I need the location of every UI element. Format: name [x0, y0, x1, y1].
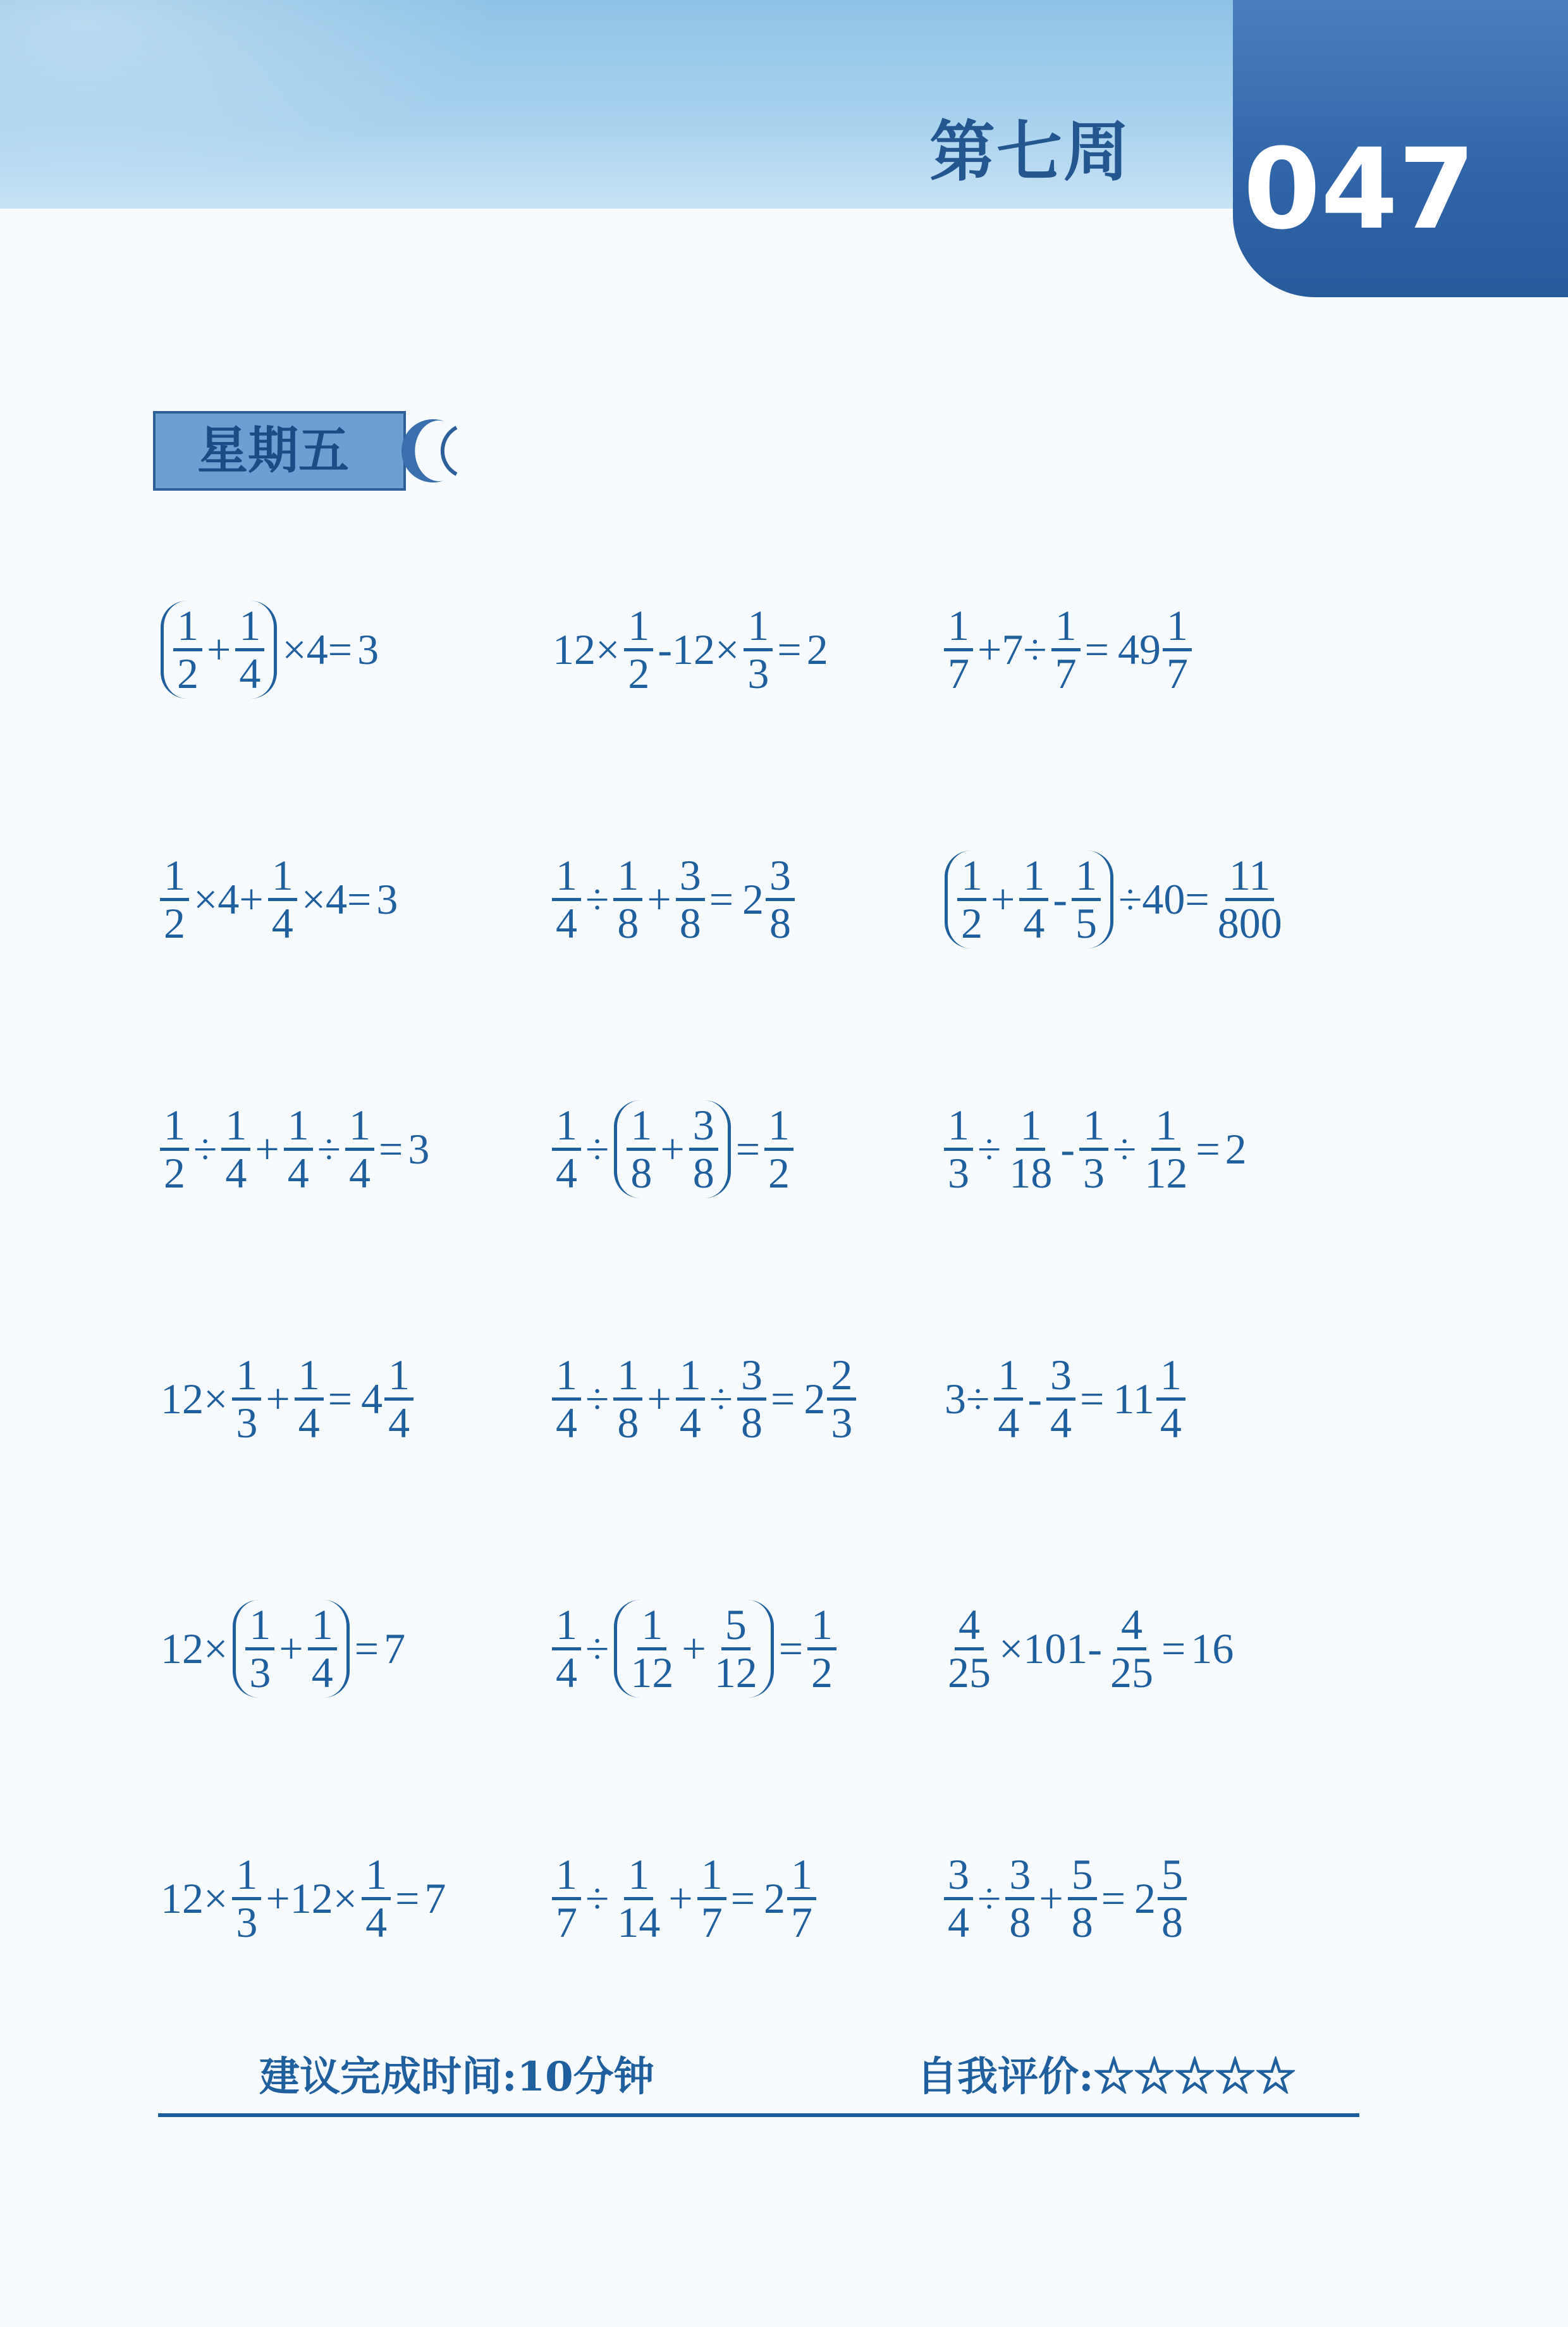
mixed-number: [757, 1852, 818, 1946]
whole-part: 11: [1113, 1375, 1155, 1423]
fraction: [1163, 603, 1192, 697]
denominator: 25: [948, 1649, 991, 1697]
numerator: 1: [613, 1353, 642, 1401]
numerator: 1: [1163, 603, 1192, 651]
numerator: 1: [1156, 1353, 1185, 1401]
denominator: 8: [1161, 1898, 1184, 1946]
operator-text: 3÷: [945, 1375, 990, 1423]
numerator: 2: [827, 1353, 856, 1401]
denominator: 7: [1167, 649, 1189, 697]
denominator: 3: [948, 1149, 969, 1197]
numerator: 3: [944, 1852, 973, 1900]
denominator: 4: [349, 1149, 371, 1197]
numerator: 5: [1158, 1852, 1187, 1900]
fraction: [787, 1852, 816, 1946]
denominator: 7: [948, 649, 969, 697]
denominator: 8: [1009, 1898, 1031, 1946]
numerator: 1: [1019, 853, 1048, 901]
operator-text: +: [647, 1375, 671, 1423]
denominator: 4: [556, 1649, 577, 1697]
numerator: 1: [235, 603, 264, 651]
operator-text: +: [682, 1624, 706, 1673]
denominator: 2: [164, 1149, 185, 1197]
operator-text: 3: [408, 1125, 430, 1173]
operator-text: -: [1027, 1375, 1042, 1423]
numerator: 1: [384, 1353, 413, 1401]
fraction: [295, 1350, 324, 1447]
fraction: [284, 1100, 313, 1197]
operator-text: =: [379, 1125, 403, 1173]
operator-text: =: [777, 625, 802, 673]
numerator: 1: [1051, 603, 1081, 651]
problem-10: [158, 1274, 550, 1524]
numerator: 4: [955, 1602, 984, 1650]
whole-part: 4: [361, 1375, 383, 1423]
parenthesis-group: [161, 601, 277, 699]
fraction: [160, 1100, 189, 1197]
denominator: 4: [1050, 1399, 1072, 1447]
operator-text: 12×: [161, 1874, 228, 1922]
whole-part: 49: [1118, 625, 1161, 673]
denominator: 25: [1110, 1649, 1153, 1697]
problem-15: [942, 1524, 1423, 1774]
fraction: [552, 1100, 581, 1197]
fraction: [1046, 1350, 1075, 1447]
numerator: 1: [552, 1602, 581, 1650]
numerator: 1: [787, 1852, 816, 1900]
denominator: 12: [714, 1649, 757, 1697]
problem-3: [942, 525, 1423, 775]
denominator: 4: [225, 1149, 247, 1197]
denominator: 4: [1160, 1399, 1182, 1447]
numerator: 1: [1079, 1103, 1108, 1151]
operator-text: +: [255, 1125, 279, 1173]
fraction: [1079, 1100, 1108, 1197]
fraction: [711, 1602, 761, 1696]
numerator: 1: [345, 1103, 374, 1151]
operator-text: ÷: [585, 1624, 609, 1673]
fraction: [1005, 1100, 1056, 1197]
denominator: 4: [948, 1898, 969, 1946]
operator-text: +: [1039, 1874, 1063, 1922]
numerator: 1: [221, 1103, 250, 1151]
denominator: 4: [679, 1399, 701, 1447]
numerator: 1: [1151, 1103, 1180, 1151]
denominator: 4: [388, 1399, 410, 1447]
fraction: [552, 1602, 581, 1696]
fraction: [944, 1100, 973, 1197]
operator-text: +: [660, 1125, 685, 1173]
denominator: 3: [236, 1399, 258, 1447]
fraction: [232, 1852, 261, 1946]
operator-text: -: [1053, 875, 1068, 923]
numerator: 1: [624, 603, 653, 651]
problem-9: [942, 1024, 1423, 1274]
fraction: [552, 850, 581, 947]
numerator: 1: [173, 603, 202, 651]
denominator: 3: [236, 1898, 258, 1946]
fraction: [627, 1602, 677, 1696]
denominator: 7: [791, 1898, 813, 1946]
parenthesis-group: [945, 850, 1113, 949]
parenthesis-group: [614, 1600, 773, 1698]
fraction: [676, 1350, 705, 1447]
fraction: [173, 603, 202, 697]
operator-text: 12×: [553, 625, 620, 673]
operator-text: ÷: [585, 1874, 609, 1922]
denominator: 8: [679, 899, 701, 947]
operator-text: ÷: [317, 1125, 341, 1173]
denominator: 4: [287, 1149, 309, 1197]
mixed-number: [1112, 603, 1194, 697]
self-evaluation: 自我评价:☆☆☆☆☆: [917, 2053, 1296, 2101]
fraction: [235, 603, 264, 697]
fraction: [944, 1602, 995, 1696]
numerator: 3: [737, 1353, 766, 1401]
fraction: [1068, 1852, 1097, 1946]
fraction: [221, 1100, 250, 1197]
fraction: [613, 1852, 664, 1946]
denominator: 3: [747, 649, 769, 697]
problem-11: [550, 1274, 942, 1524]
mixed-number: [1106, 1350, 1187, 1447]
numerator: 3: [1005, 1852, 1034, 1900]
problem-1: [158, 525, 550, 775]
fraction: [624, 603, 653, 697]
denominator: 4: [298, 1399, 320, 1447]
numerator: 1: [637, 1602, 666, 1650]
operator-text: =: [328, 1375, 353, 1423]
operator-text: ÷: [193, 1125, 217, 1173]
parenthesis-group: [233, 1600, 349, 1698]
operator-text: =: [778, 1624, 804, 1673]
problem-4: [158, 775, 550, 1024]
operator-text: ÷40=: [1118, 875, 1210, 923]
denominator: 8: [630, 1149, 652, 1197]
numerator: 1: [552, 853, 581, 901]
mixed-number: [355, 1350, 415, 1447]
fraction: [827, 1350, 856, 1447]
denominator: 18: [1009, 1149, 1053, 1197]
operator-text: 16: [1191, 1624, 1234, 1673]
numerator: 1: [232, 1852, 261, 1900]
problem-16: [158, 1774, 550, 2023]
numerator: 1: [362, 1852, 391, 1900]
fraction: [737, 1350, 766, 1447]
fraction: [1214, 850, 1286, 947]
operator-text: =: [1196, 1125, 1220, 1173]
mixed-number: [797, 1350, 858, 1447]
fraction: [1156, 1350, 1185, 1447]
denominator: 8: [617, 1399, 639, 1447]
numerator: 3: [689, 1103, 718, 1151]
numerator: 5: [1068, 1852, 1097, 1900]
denominator: 3: [1082, 1149, 1105, 1197]
mixed-number: [736, 850, 797, 947]
fraction: [1106, 1602, 1157, 1696]
operator-text: ÷: [977, 1125, 1001, 1173]
numerator: 1: [697, 1852, 726, 1900]
fraction: [1072, 850, 1101, 947]
operator-text: +: [207, 625, 231, 673]
numerator: 1: [552, 1353, 581, 1401]
operator-text: 7: [384, 1624, 406, 1673]
fraction: [744, 603, 773, 697]
fraction: [362, 1852, 391, 1946]
denominator: 12: [1144, 1149, 1188, 1197]
denominator: 2: [768, 1149, 790, 1197]
denominator: 4: [271, 899, 293, 947]
problem-6: [942, 775, 1423, 1024]
fraction: [994, 1350, 1023, 1447]
whole-part: 2: [1134, 1874, 1156, 1922]
operator-text: -: [1060, 1125, 1075, 1173]
mixed-number: [1128, 1852, 1189, 1946]
fraction: [697, 1852, 726, 1946]
operator-text: ÷: [977, 1874, 1001, 1922]
denominator: 4: [998, 1399, 1020, 1447]
numerator: 1: [295, 1353, 324, 1401]
operator-text: =: [1161, 1624, 1186, 1673]
denominator: 2: [164, 899, 185, 947]
crescent-moon-icon: [400, 416, 469, 486]
operator-text: +: [647, 875, 671, 923]
numerator: 1: [944, 1103, 973, 1151]
fraction: [384, 1350, 413, 1447]
denominator: 4: [1023, 899, 1045, 947]
numerator: 1: [944, 603, 973, 651]
fraction: [627, 1100, 656, 1197]
fraction: [957, 850, 986, 947]
numerator: 1: [245, 1602, 274, 1650]
operator-text: ÷: [585, 875, 609, 923]
day-label: 星期五: [197, 421, 349, 480]
fraction: [807, 1602, 836, 1696]
denominator: 3: [249, 1649, 271, 1697]
denominator: 12: [630, 1649, 674, 1697]
fraction: [944, 603, 973, 697]
denominator: 8: [741, 1399, 763, 1447]
fraction: [1051, 603, 1081, 697]
numerator: 11: [1225, 853, 1274, 901]
numerator: 1: [994, 1353, 1023, 1401]
denominator: 8: [1071, 1898, 1093, 1946]
operator-text: ÷: [585, 1375, 609, 1423]
numerator: 1: [268, 853, 297, 901]
numerator: 3: [1046, 1353, 1075, 1401]
denominator: 7: [1055, 649, 1077, 697]
denominator: 5: [1075, 899, 1098, 947]
operator-text: +7÷: [977, 625, 1047, 673]
operator-text: 12×: [161, 1624, 228, 1673]
operator-text: ×4=: [282, 625, 353, 673]
footer-rule: [158, 2113, 1359, 2117]
denominator: 4: [311, 1649, 333, 1697]
denominator: 4: [556, 1399, 577, 1447]
numerator: 1: [764, 1103, 793, 1151]
fraction: [766, 850, 795, 947]
problem-8: [550, 1024, 942, 1274]
parenthesis-group: [614, 1100, 730, 1199]
operator-text: =: [709, 875, 734, 923]
denominator: 3: [831, 1399, 853, 1447]
operator-text: =: [730, 1874, 756, 1922]
whole-part: 2: [764, 1874, 786, 1922]
operator-text: 3: [376, 875, 398, 923]
operator-text: =: [771, 1375, 795, 1423]
numerator: 4: [1117, 1602, 1146, 1650]
fraction: [160, 850, 189, 947]
numerator: 3: [676, 853, 705, 901]
operator-text: ×101-: [999, 1624, 1102, 1673]
fraction: [1005, 1852, 1034, 1946]
fraction: [1019, 850, 1048, 947]
fraction: [1158, 1852, 1187, 1946]
denominator: 2: [961, 899, 983, 947]
problem-18: [942, 1774, 1423, 2023]
denominator: 2: [628, 649, 650, 697]
denominator: 4: [365, 1898, 388, 1946]
fraction: [308, 1602, 337, 1696]
problem-grid: [158, 525, 1423, 2023]
operator-text: =: [735, 1125, 761, 1173]
week-title: 第七周: [929, 113, 1131, 190]
denominator: 8: [769, 899, 792, 947]
numerator: 1: [232, 1353, 261, 1401]
problem-5: [550, 775, 942, 1024]
suggested-time: 建议完成时间:10分钟: [259, 2053, 654, 2101]
operator-text: =: [1084, 625, 1110, 673]
denominator: 14: [617, 1898, 661, 1946]
fraction: [613, 850, 642, 947]
operator-text: 2: [1225, 1125, 1247, 1173]
numerator: 1: [627, 1103, 656, 1151]
numerator: 1: [676, 1353, 705, 1401]
denominator: 7: [701, 1898, 723, 1946]
denominator: 7: [556, 1898, 577, 1946]
numerator: 1: [284, 1103, 313, 1151]
numerator: 5: [721, 1602, 750, 1650]
problem-12: [942, 1274, 1423, 1524]
fraction: [268, 850, 297, 947]
fraction: [613, 1350, 642, 1447]
denominator: 8: [617, 899, 639, 947]
operator-text: +: [991, 875, 1015, 923]
numerator: 1: [624, 1852, 653, 1900]
denominator: 4: [239, 649, 261, 697]
page-number: 047: [1243, 125, 1476, 254]
operator-text: +: [279, 1624, 303, 1673]
denominator: 8: [692, 1149, 714, 1197]
numerator: 3: [766, 853, 795, 901]
whole-part: 2: [804, 1375, 826, 1423]
numerator: 1: [957, 853, 986, 901]
numerator: 1: [552, 1103, 581, 1151]
fraction: [552, 1350, 581, 1447]
numerator: 1: [160, 853, 189, 901]
problem-2: [550, 525, 942, 775]
problem-13: [158, 1524, 550, 1774]
fraction: [676, 850, 705, 947]
numerator: 1: [308, 1602, 337, 1650]
fraction: [345, 1100, 374, 1197]
fraction: [232, 1350, 261, 1447]
operator-text: 12×: [161, 1375, 228, 1423]
fraction: [764, 1100, 793, 1197]
numerator: 1: [1016, 1103, 1045, 1151]
denominator: 2: [177, 649, 199, 697]
problem-17: [550, 1774, 942, 2023]
whole-part: 2: [742, 875, 764, 923]
operator-text: ×4+: [193, 875, 264, 923]
operator-text: +: [668, 1874, 693, 1922]
denominator: 4: [556, 1149, 577, 1197]
numerator: 1: [552, 1852, 581, 1900]
operator-text: +: [266, 1375, 290, 1423]
fraction: [245, 1602, 274, 1696]
operator-text: =: [354, 1624, 379, 1673]
operator-text: ÷: [585, 1125, 609, 1173]
fraction: [552, 1852, 581, 1946]
operator-text: +12×: [266, 1874, 358, 1922]
operator-text: ×4=: [301, 875, 372, 923]
operator-text: 3: [357, 625, 379, 673]
operator-text: 7: [424, 1874, 446, 1922]
numerator: 1: [1072, 853, 1101, 901]
operator-text: ÷: [709, 1375, 733, 1423]
problem-7: [158, 1024, 550, 1274]
operator-text: -12×: [658, 625, 740, 673]
page-number-tab: [1233, 0, 1568, 297]
numerator: 1: [160, 1103, 189, 1151]
operator-text: =: [1101, 1874, 1126, 1922]
numerator: 1: [807, 1602, 836, 1650]
denominator: 800: [1217, 899, 1282, 947]
fraction: [689, 1100, 718, 1197]
denominator: 2: [811, 1649, 833, 1697]
operator-text: ÷: [1112, 1125, 1137, 1173]
denominator: 4: [556, 899, 577, 947]
operator-text: =: [395, 1874, 420, 1922]
fraction: [1141, 1100, 1191, 1197]
day-badge: [153, 411, 469, 493]
operator-text: =: [1079, 1375, 1105, 1423]
operator-text: 2: [806, 625, 828, 673]
numerator: 1: [744, 603, 773, 651]
fraction: [944, 1852, 973, 1946]
problem-14: [550, 1524, 942, 1774]
numerator: 1: [613, 853, 642, 901]
